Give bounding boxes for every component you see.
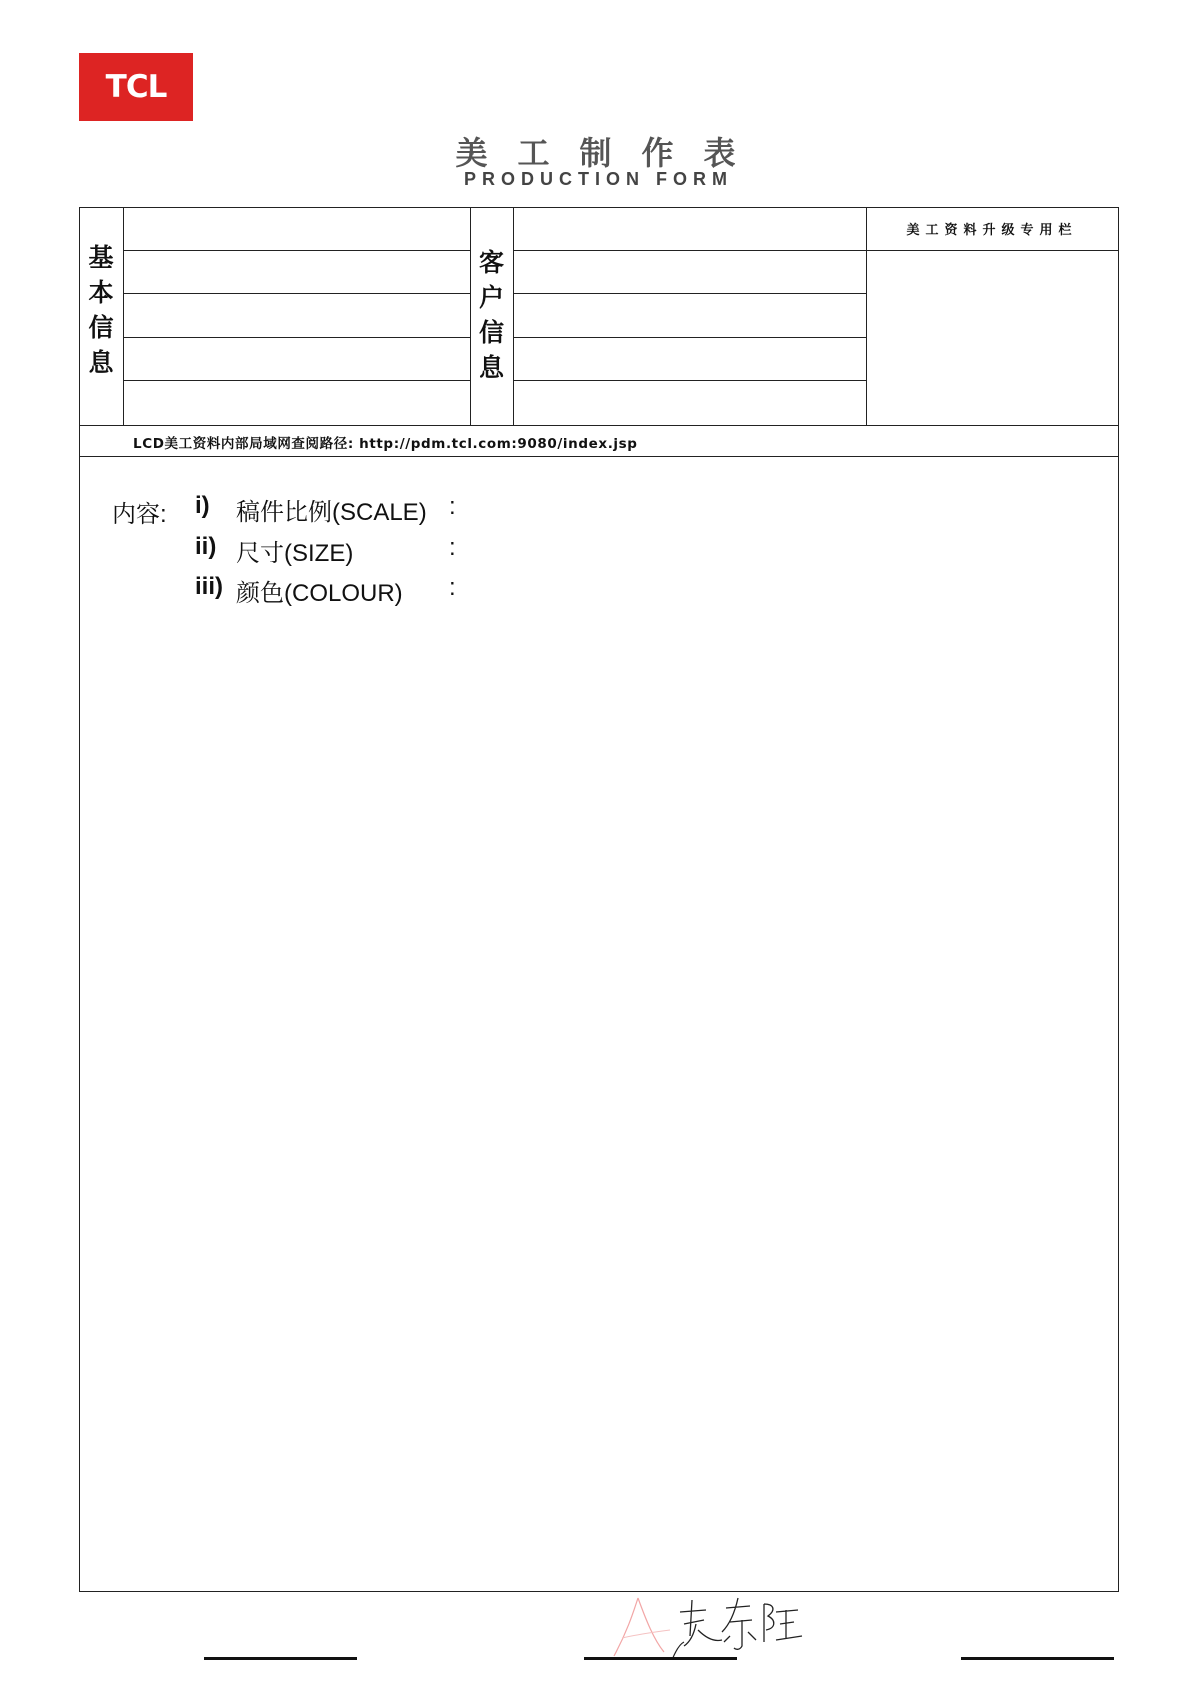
- content-item-scale: 稿件比例(SCALE): [236, 499, 427, 526]
- form-title-chinese: 美工制作表: [455, 134, 766, 172]
- header-bottom-line: [79, 425, 1119, 426]
- basic-info-field-line: [123, 250, 470, 251]
- content-item-roman: ii): [195, 533, 217, 560]
- signature-line: [961, 1657, 1114, 1660]
- customer-info-field-line: [513, 337, 866, 338]
- basic-info-field-line: [123, 380, 470, 381]
- intranet-path: LCD美工资料内部局域网查阅路径: http://pdm.tcl.com:9080/index.jsp: [133, 436, 638, 452]
- content-item-size: 尺寸(SIZE): [236, 540, 354, 567]
- content-item-colon: :: [449, 493, 456, 520]
- content-label: 内容:: [112, 501, 167, 528]
- divider: [513, 207, 514, 425]
- customer-info-label: 客 户 信 息: [478, 248, 504, 382]
- handwritten-signature: [610, 1590, 810, 1660]
- content-item-colon: :: [449, 574, 456, 601]
- upgrade-column-label: 美工资料升级专用栏: [906, 223, 1078, 238]
- signature-line: [204, 1657, 357, 1660]
- form-border: [79, 207, 1119, 1592]
- upgrade-column-header-line: [866, 250, 1119, 251]
- signature-line: [584, 1657, 737, 1660]
- tcl-logo: TCL: [79, 53, 193, 121]
- basic-info-field-line: [123, 293, 470, 294]
- customer-info-field-line: [513, 380, 866, 381]
- path-row-bottom-line: [79, 456, 1119, 457]
- customer-info-field-line: [513, 250, 866, 251]
- form-title-english: PRODUCTION FORM: [464, 169, 733, 189]
- basic-info-field-line: [123, 337, 470, 338]
- customer-info-field-line: [513, 293, 866, 294]
- divider: [123, 207, 124, 425]
- content-item-roman: i): [195, 492, 210, 519]
- content-item-colour: 颜色(COLOUR): [236, 580, 403, 607]
- content-item-roman: iii): [195, 573, 223, 600]
- content-item-colon: :: [449, 534, 456, 561]
- basic-info-label: 基 本 信 息: [88, 243, 114, 377]
